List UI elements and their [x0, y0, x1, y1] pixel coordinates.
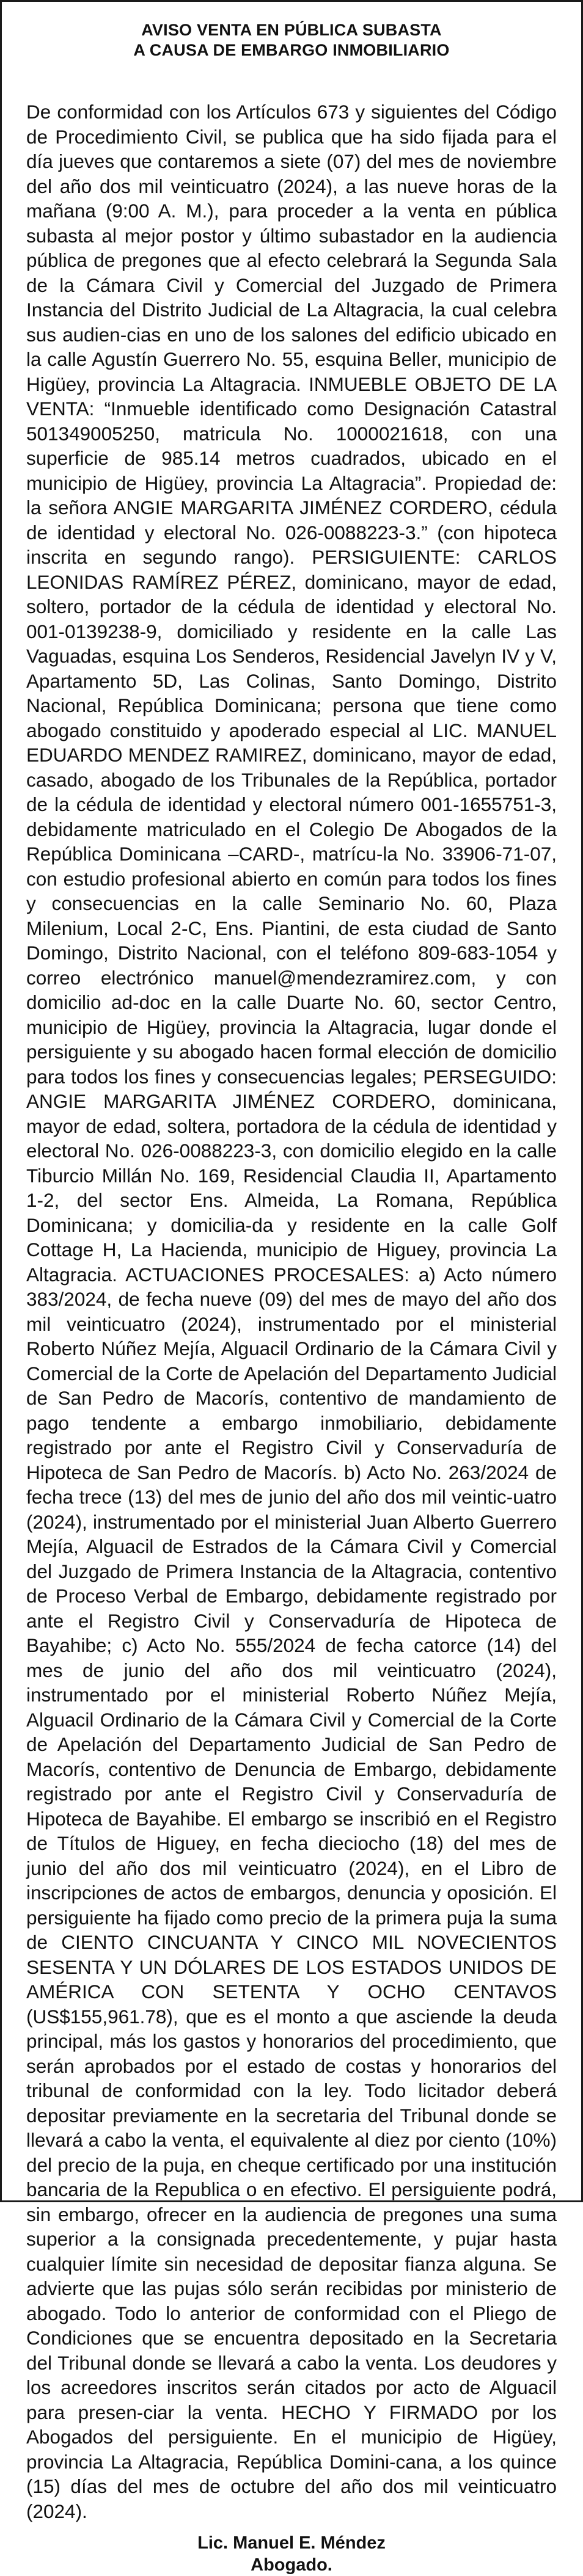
signature-name: Lic. Manuel E. Méndez [197, 2533, 386, 2553]
title-line-1: AVISO VENTA EN PÚBLICA SUBASTA [141, 21, 442, 39]
notice-paragraph: De conformidad con los Artículos 673 y siguientes del Código de Procedimiento Civil, se publica que ha sido fijada para el día jueves que contaremos a siete (07) del mes de noviembre del año dos mil veinticuatro (2024), a las nueve horas de la mañana (9:00 A. M.), para proceder a la venta en pública subasta al mejor postor y último subastador en la audiencia pública de pregones que al efecto celebrará la Segunda Sala de la Cámara Civil y Comercial del Juzgado de Primera Instancia del Distrito Judicial de La Altagracia, la cual celebra sus audien-cias en uno de los salones del edificio ubicado en la calle Agustín Guerrero No. 55, esquina Beller, municipio de Higüey, provincia La Altagracia. INMUEBLE OBJETO DE LA VENTA: “Inmueble identificado como Designación Catastral 501349005250, matricula No. 1000021618, con una superficie de 985.14 metros cuadrados, ubicado en el municipio de Higüey, provincia La Altagracia”. Propiedad de: la señora ANGIE MARGARITA JIMÉNEZ CORDERO, cédula de identidad y electoral No. 026-0088223-3.” (con hipoteca inscrita en segundo rango). PERSIGUIENTE: CARLOS LEONIDAS RAMÍREZ PÉREZ, dominicano, mayor de edad, soltero, portador de la cédula de identidad y electoral No. 001-0139238-9, domiciliado y residente en la calle Las Vaguadas, esquina Los Senderos, Residencial Javelyn IV y V, Apartamento 5D, Las Colinas, Santo Domingo, Distrito Nacional, República Dominicana; persona que tiene como abogado constituido y apoderado especial al LIC. MANUEL EDUARDO MENDEZ RAMIREZ, dominicano, mayor de edad, casado, abogado de los Tribunales de la República, portador de la cédula de identidad y electoral número 001-1655751-3, debidamente matriculado en el Colegio De Abogados de la República Dominicana –CARD-, matrícu-la No. 33906-71-07, con estudio profesional abierto en común para todos los fines y consecuencias en la calle Seminario No. 60, Plaza Milenium, Local 2-C, Ens. Piantini, de esta ciudad de Santo Domingo, Distrito Nacional, con el teléfono 809-683-1054 y correo electrónico manuel@mendezramirez.com, y con domicilio ad-doc en la calle Duarte No. 60, sector Centro, municipio de Higüey, provincia la Altagracia, lugar donde el persiguiente y su abogado hacen formal elección de domicilio para todos los fines y consecuencias legales; PERSEGUIDO: ANGIE MARGARITA JIMÉNEZ CORDERO, dominicana, mayor de edad, soltera, portadora de la cédula de identidad y electoral No. 026-0088223-3, con domicilio elegido en la calle Tiburcio Millán No. 169, Residencial Claudia II, Apartamento 1-2, del sector Ens. Almeida, La Romana, República Dominicana; y domicilia-da y residente en la calle Golf Cottage H, La Hacienda, municipio de Higuey, provincia La Altagracia. ACTUACIONES PROCESALES: a) Acto número 383/2024, de fecha nueve (09) del mes de mayo del año dos mil veinticuatro (2024), instrumentado por el ministerial Roberto Núñez Mejía, Alguacil Ordinario de la Cámara Civil y Comercial de la Corte de Apelación del Departamento Judicial de San Pedro de Macorís, contentivo de mandamiento de pago tendente a embargo inmobiliario, debidamente registrado por ante el Registro Civil y Conservaduría de Hipoteca de San Pedro de Macorís. b) Acto No. 263/2024 de fecha trece (13) del mes de junio del año dos mil veintic-uatro (2024), instrumentado por el ministerial Juan Alberto Guerrero Mejía, Alguacil de Estrados de la Cámara Civil y Comercial del Juzgado de Primera Instancia de la Altagracia, contentivo de Proceso Verbal de Embargo, debidamente registrado por ante el Registro Civil y Conservaduría de Hipoteca de Bayahibe; c) Acto No. 555/2024 de fecha catorce (14) del mes de junio del año dos mil veinticuatro (2024), instrumentado por el ministerial Roberto Núñez Mejía, Alguacil Ordinario de la Cámara Civil y Comercial de la Corte de Apelación del Departamento Judicial de San Pedro de Macorís, contentivo de Denuncia de Embargo, debidamente registrado por ante el Registro Civil y Conservaduría de Hipoteca de Bayahibe. El embargo se inscribió en el Registro de Títulos de Higuey, en fecha dieciocho (18) del mes de junio del año dos mil veinticuatro (2024), en el Libro de inscripciones de actos de embargos, denuncia y oposición. El persiguiente ha fijado como precio de la primera puja la suma de CIENTO CINCUANTA Y CINCO MIL NOVECIENTOS SESENTA Y UN DÓLARES DE LOS ESTADOS UNIDOS DE AMÉRICA CON SETENTA Y OCHO CENTAVOS (US$155,961.78), que es el monto a que asciende la deuda principal, más los gastos y honorarios del procedimiento, que serán aprobados por el estado de costas y honorarios del tribunal de conformidad con la ley. Todo licitador deberá depositar previamente en la secretaria del Tribunal donde se llevará a cabo la venta, el equivalente al diez por ciento (10%) del precio de la puja, en cheque certificado por una institución bancaria de la Republica o en efectivo. El persiguiente podrá, sin embargo, ofrecer en la audiencia de pregones una suma superior a la consignada precedentemente, y pujar hasta cualquier límite sin necesidad de depositar fianza alguna. Se advierte que las pujas sólo serán recibidas por ministerio de abogado. Todo lo anterior de conformidad con el Pliego de Condiciones que se encuentra depositado en la Secretaria del Tribunal donde se llevará a cabo la venta. Los deudores y los acreedores inscritos serán citados por acto de Alguacil para presen-ciar la venta. HECHO Y FIRMADO por los Abogados del persiguiente. En el municipio de Higüey, provincia La Altagracia, República Domini-cana, a los quince (15) días del mes de octubre del año dos mil veinticuatro (2024). [26, 101, 557, 2522]
signature-role: Abogado. [251, 2555, 332, 2575]
notice-title [26, 20, 557, 60]
signature-block [26, 2532, 557, 2576]
title-line-2: A CAUSA DE EMBARGO INMOBILIARIO [133, 41, 450, 59]
notice-body [26, 100, 557, 2523]
